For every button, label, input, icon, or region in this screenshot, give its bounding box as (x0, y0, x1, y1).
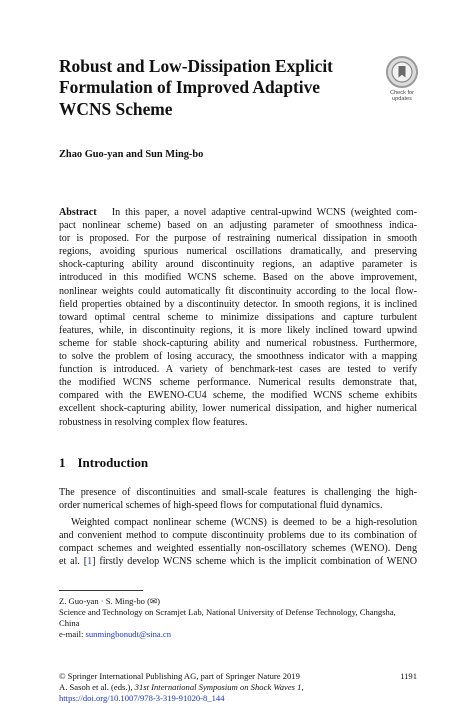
badge-label-line2: updates (392, 96, 412, 103)
title-line: WCNS Scheme (59, 98, 173, 119)
body-line: and convenient method to compute discontinuity problems due to its combination of (59, 530, 417, 542)
doi-link[interactable]: https://doi.org/10.1007/978-3-319-91020-8_144 (59, 693, 225, 703)
title-line: Formulation of Improved Adaptive (59, 77, 321, 98)
abstract-line: the modified WCNS scheme performance. Numerical results demonstrate that, (59, 377, 417, 389)
introduction-body (59, 486, 417, 569)
abstract-line: nonlinear weights could automatically fit discontinuity according to the local flow- (59, 285, 417, 297)
check-for-updates-badge[interactable] (378, 56, 426, 103)
abstract-line: compared with the EWENO-CU4 scheme, the modified WCNS scheme exhibits (59, 390, 417, 402)
abstract (59, 206, 417, 429)
section-number: 1 (59, 455, 66, 470)
footnote-affiliation: China (59, 618, 80, 628)
abstract-line: features, while, in discontinuity regions, it is more likely inclined toward upwind (59, 324, 417, 336)
body-line: et al. [1] firstly develop WCNS scheme which is the implicit combination of WENO (59, 556, 417, 568)
footer-row (59, 671, 417, 682)
abstract-line: function is introduced. A variety of benchmark-test cases are tested to verify (59, 364, 417, 376)
page-number: 1191 (400, 671, 417, 681)
email-link[interactable]: sunmingbonudt@sina.cn (85, 629, 171, 639)
footnote (59, 596, 417, 640)
copyright-notice: © Springer International Publishing AG, part of Springer Nature 2019 (59, 671, 300, 681)
body-line: The presence of discontinuities and small-scale features is challenging the high- (59, 487, 417, 498)
abstract-line: toward optimal central scheme to minimize dissipations and capture turbulent (59, 311, 417, 323)
citation-link[interactable]: 1 (87, 556, 93, 568)
body-line: compact schemes and weighted essentially non-oscillatory schemes (WENO). Deng (59, 543, 417, 555)
footnote-email-line: e-mail: sunmingbonudt@sina.cn (59, 629, 171, 639)
body-line: order numerical schemes of high-speed flows for computational fluid dynamics. (59, 500, 383, 512)
citation-line: A. Sasoh et al. (eds.), 31st International Symposium on Shock Waves 1, (59, 682, 304, 692)
authors: Zhao Guo-yan and Sun Ming-bo (59, 149, 204, 160)
abstract-line: robustness in resolving complex flow features. (59, 416, 248, 428)
abstract-line: pact nonlinear scheme) based on an adjusting parameter of smoothness indica- (59, 220, 417, 232)
abstract-line: field properties obtained by a discontinuity detector. In smooth regions, it is inclined (59, 298, 417, 310)
abstract-line: introduced in this modified WCNS scheme. Based on the above improvement, (59, 272, 417, 284)
bookmark-icon (386, 56, 418, 88)
section-title: Introduction (77, 455, 149, 470)
abstract-label: Abstract (59, 207, 97, 218)
footnote-authors: Z. Guo-yan · S. Ming-bo (✉) (59, 596, 161, 606)
badge-label-line1: Check for (390, 90, 414, 96)
abstract-line: Abstract In this paper, a novel adaptive central-upwind WCNS (weighted com- (59, 207, 417, 218)
abstract-line: to solve the problem of losing accuracy, the smoothness indicator with a mapping (59, 351, 417, 363)
footnote-divider (59, 590, 143, 591)
title-line: Robust and Low-Dissipation Explicit (59, 56, 333, 76)
abstract-line: shock-capturing ability around discontinuity regions, an adaptive parameter is (59, 259, 417, 271)
proceedings-title: 31st International Symposium on Shock Waves 1 (134, 682, 302, 692)
abstract-line: scheme for stable shock-capturing ability and numerical robustness. Furthermore, (59, 337, 417, 349)
footnote-affiliation: Science and Technology on Scramjet Lab, National University of Defense Technology, Changsha, (59, 607, 396, 617)
section-heading (59, 455, 148, 471)
abstract-line: tor is proposed. For the purpose of restraining numerical dissipation in smooth (59, 233, 417, 245)
abstract-line: regions, avoiding spurious numerical oscillations dramatically, and preserving (59, 246, 417, 258)
page-footer (59, 671, 417, 704)
paper-title (59, 56, 359, 120)
body-line: Weighted compact nonlinear scheme (WCNS) is deemed to be a high-resolution (71, 517, 417, 529)
abstract-line: excellent shock-capturing ability, lower numerical dissipation, and higher numerical (59, 403, 417, 415)
